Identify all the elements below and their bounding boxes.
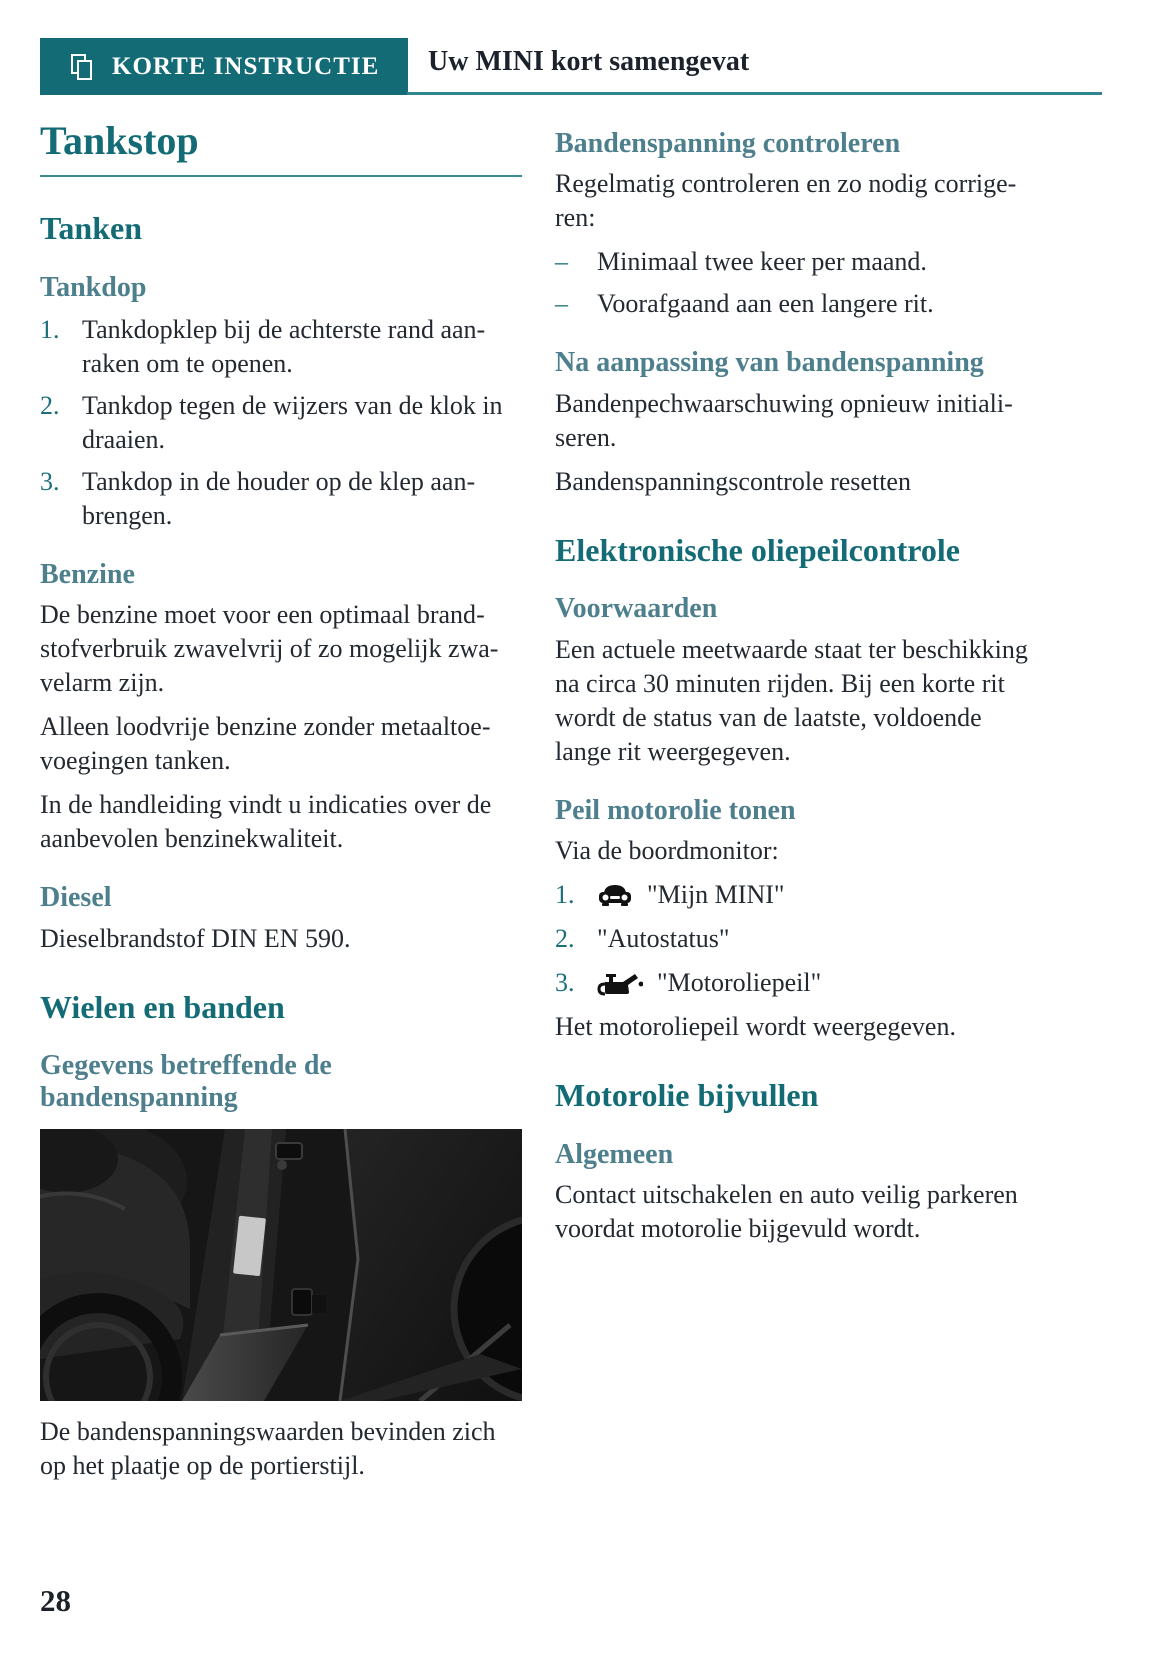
photo-caption: De bandenspanningswaarden bevinden zich op het plaatje op de portierstijl. [40, 1416, 496, 1480]
step-number: 2. [40, 390, 60, 420]
bullet-text: Minimaal twee keer per maand. [597, 247, 927, 277]
list-item [555, 878, 1037, 912]
step-number: 1. [40, 314, 60, 344]
paragraph: Via de boordmonitor: [555, 835, 779, 865]
page-number: 28 [40, 1583, 71, 1618]
subsection-heading-tankdop: Tankdop [40, 271, 147, 303]
subsection-heading-bandenspanning-controleren: Bandenspanning controleren [555, 128, 901, 159]
section-heading-wielen-en-banden: Wielen en banden [40, 988, 285, 1025]
door-sill-photo [40, 1129, 522, 1401]
paragraph: Het motoroliepeil wordt weergegeven. [555, 1011, 956, 1041]
step-number: 2. [555, 923, 575, 953]
oil-can-icon [597, 970, 643, 996]
step-text: "Motoroliepeil" [657, 967, 822, 997]
paragraph: Bandenspanningscontrole resetten [555, 466, 911, 496]
subsection-heading-na-aanpassing: Na aanpassing van bandenspanning [555, 347, 984, 379]
step-text: "Autostatus" [597, 923, 730, 953]
section-heading-tanken: Tanken [40, 210, 142, 246]
paragraph: In de handleiding vindt u indicaties over de aanbevolen benzinekwaliteit. [40, 790, 492, 854]
paragraph: Dieselbrandstof DIN EN 590. [40, 923, 351, 953]
step-text: Tankdop in de houder op de klep aanbrengen. [82, 466, 476, 530]
list-item [555, 287, 1037, 321]
title-divider [40, 175, 522, 177]
chapter-badge-label: KORTE INSTRUCTIE [112, 52, 380, 80]
section-heading-oliepeilcontrole: Elektronische oliepeilcontrole [555, 531, 960, 568]
pages-icon [70, 53, 94, 81]
step-number: 3. [40, 466, 60, 496]
right-column [555, 120, 1037, 1246]
header-divider [407, 92, 1102, 95]
subsection-heading-peil-motorolie-tonen: Peil motorolie tonen [555, 794, 796, 826]
paragraph: Regelmatig controleren en zo nodig corrigeren: [555, 169, 1017, 233]
step-text: Tankdop tegen de wijzers van de klok in draaien. [82, 390, 503, 454]
subsection-heading-algemeen: Algemeen [555, 1138, 674, 1170]
list-item [555, 922, 1037, 956]
header-title: Uw MINI kort samengevat [428, 46, 750, 77]
dash-marker: – [555, 247, 568, 277]
subsection-heading-gegevens-bandenspanning: Gegevens betreffende de bandenspanning [40, 1050, 332, 1113]
subsection-heading-voorwaarden: Voorwaarden [555, 593, 718, 625]
list-item [40, 465, 522, 533]
list-item [555, 966, 1037, 1000]
step-text: "Mijn MINI" [647, 879, 785, 909]
car-front-icon [597, 883, 633, 907]
paragraph: De benzine moet voor een optimaal brandstofverbruik zwavelvrij of zo mogelijk zwavelarm zijn. [40, 600, 499, 698]
dash-marker: – [555, 289, 568, 319]
step-number: 1. [555, 879, 575, 909]
list-item [40, 389, 522, 457]
page-title: Tankstop [40, 118, 199, 163]
tankdop-steps-list [40, 313, 522, 533]
paragraph: Bandenpechwaarschuwing opnieuw initialiseren. [555, 388, 1013, 452]
section-heading-motorolie-bijvullen: Motorolie bijvullen [555, 1076, 819, 1113]
bullet-text: Voorafgaand aan een langere rit. [597, 289, 934, 319]
subsection-heading-benzine: Benzine [40, 558, 135, 590]
list-item [555, 245, 1037, 279]
paragraph: Een actuele meetwaarde staat ter beschikking na circa 30 minuten rijden. Bij een korte rit wordt de status van de laatste, voldoende lange rit weergegeven. [555, 634, 1028, 766]
step-text: Tankdopklep bij de achterste rand aanraken om te openen. [82, 314, 486, 378]
subsection-heading-diesel: Diesel [40, 882, 112, 914]
dash-list [555, 245, 1037, 321]
paragraph: Alleen loodvrije benzine zonder metaaltoevoegingen tanken. [40, 712, 491, 776]
chapter-badge [40, 38, 408, 95]
boordmonitor-steps-list [555, 878, 1037, 1000]
list-item [40, 313, 522, 381]
step-number: 3. [555, 967, 575, 997]
left-column [40, 120, 522, 1483]
paragraph: Contact uitschakelen en auto veilig parkeren voordat motorolie bijgevuld wordt. [555, 1179, 1018, 1243]
